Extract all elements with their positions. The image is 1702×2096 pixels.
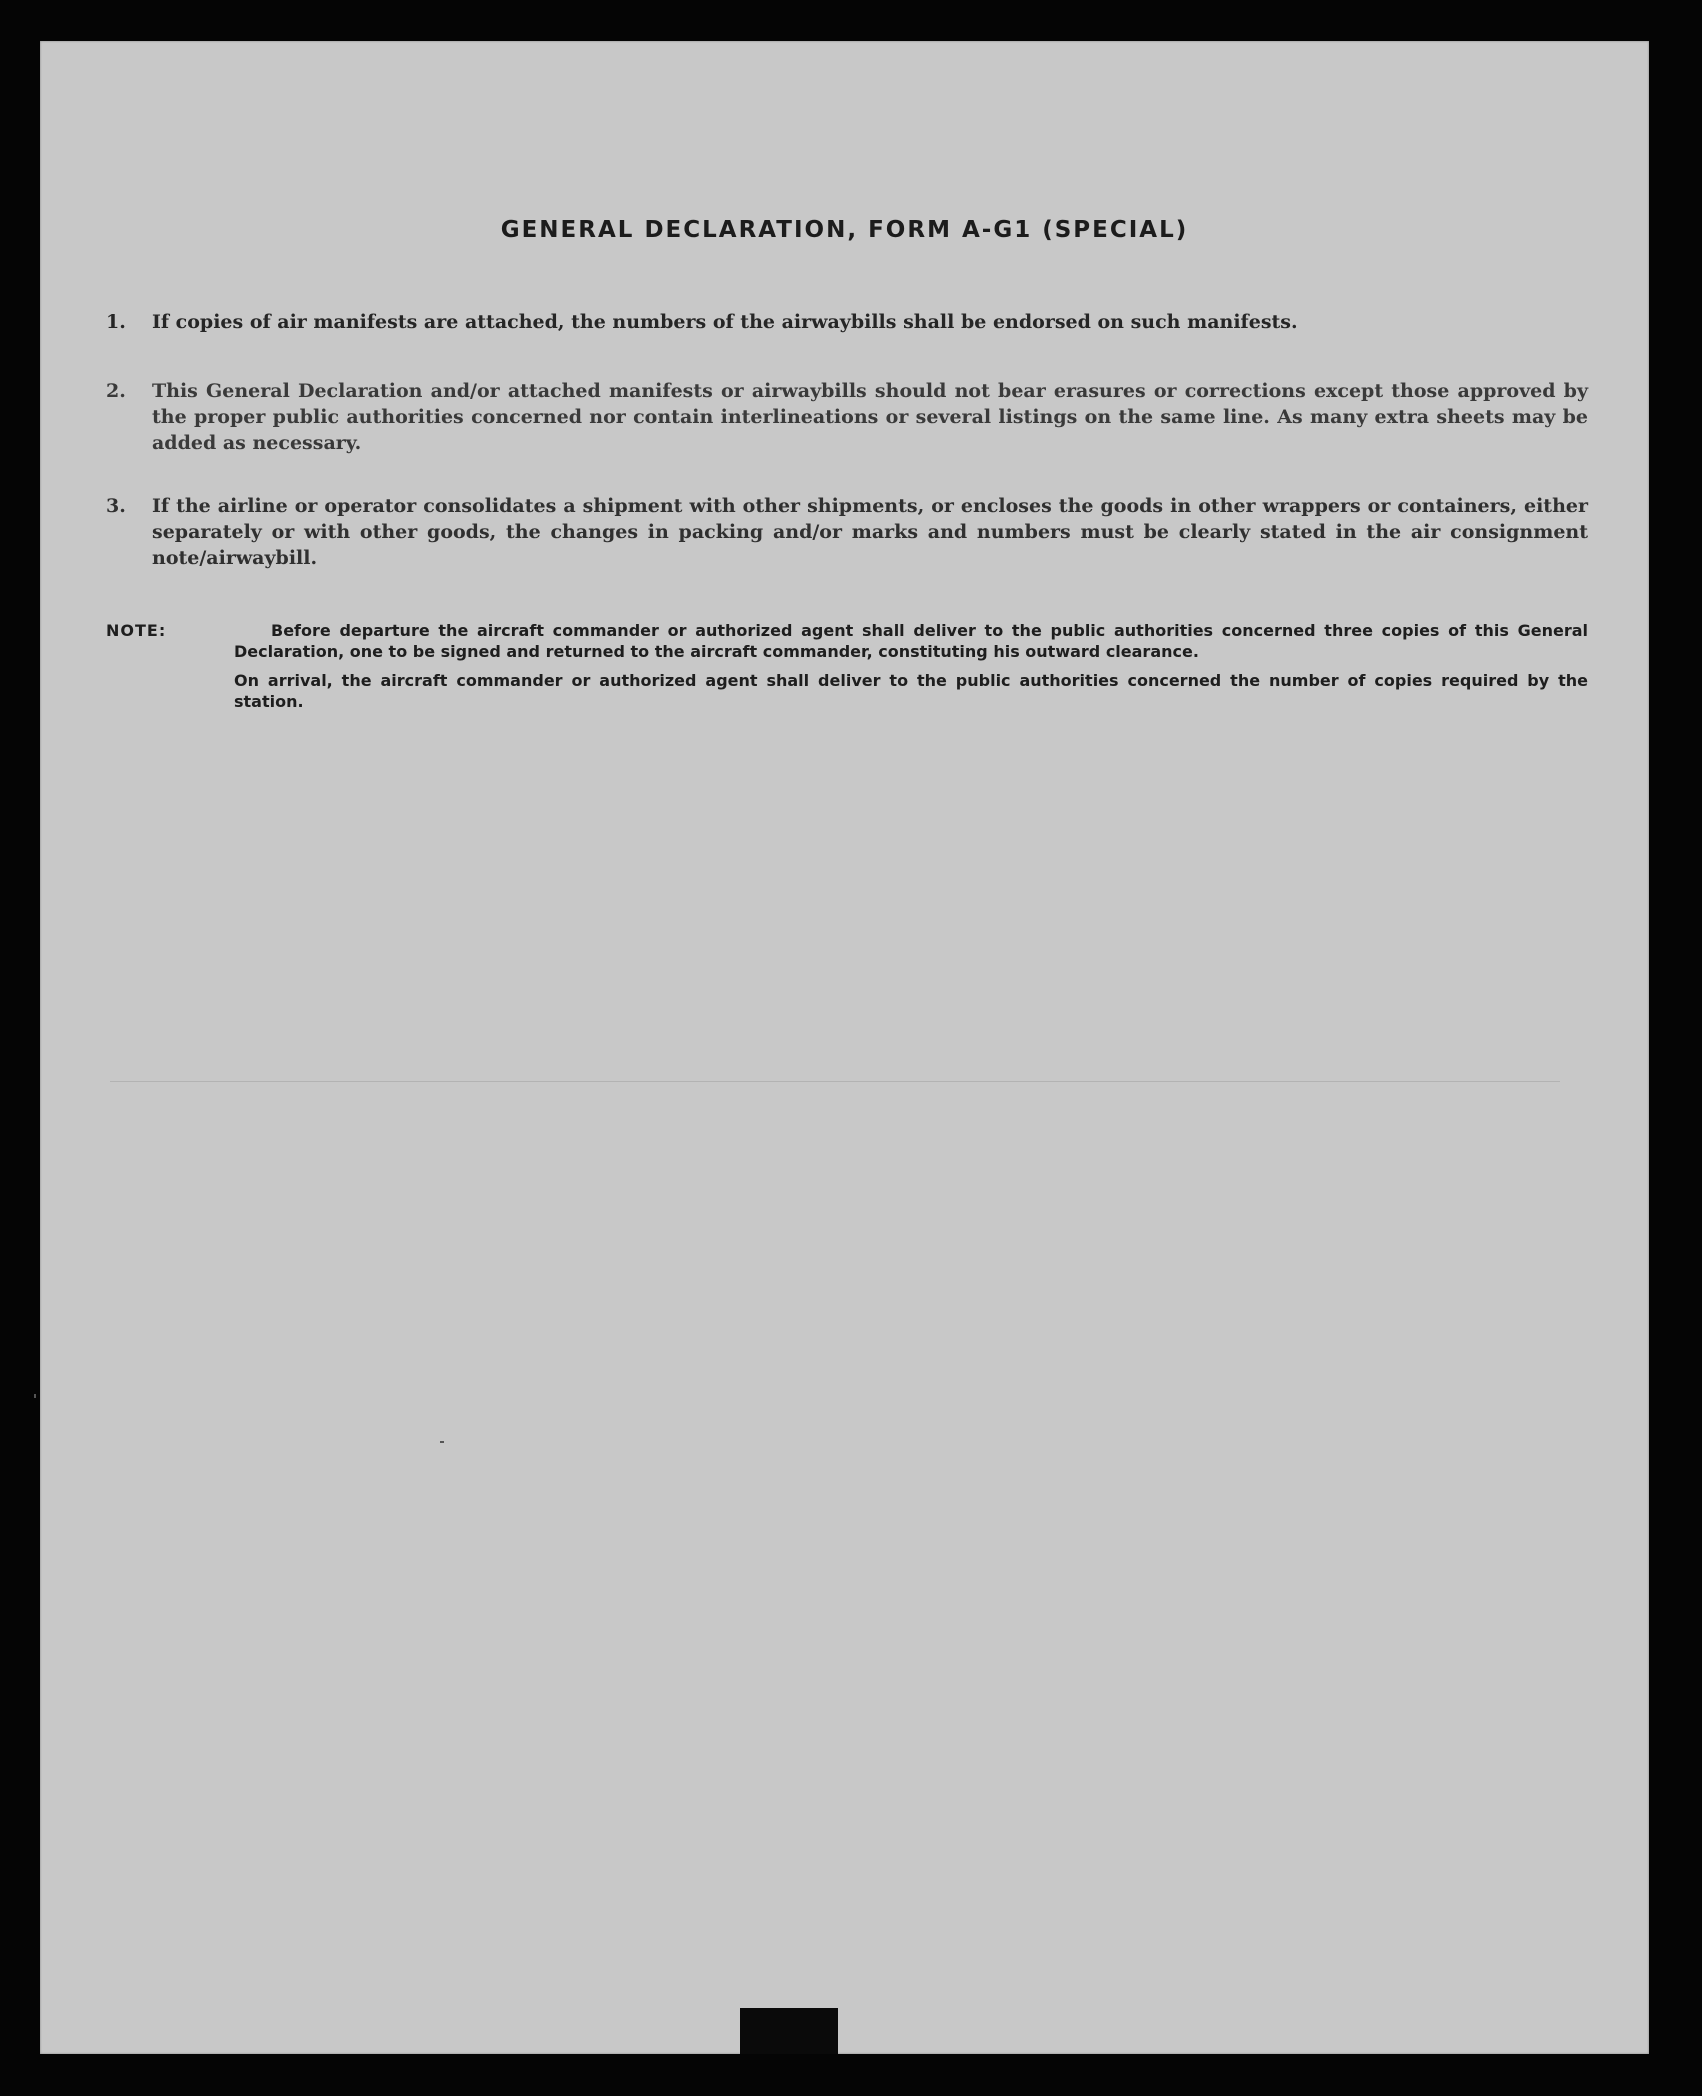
instruction-item-3 <box>106 493 1588 571</box>
instruction-item-2 <box>106 378 1588 456</box>
item-text: If the airline or operator consolidates a shipment with other shipments, or encloses the goods in other wrappers or containers, either separately or with other goods, the changes in packing and/or marks and numbers must be clearly stated in the air consignment note/airwaybill. <box>152 495 1588 569</box>
item-text: This General Declaration and/or attached manifests or airwaybills should not bear erasures or corrections except those approved by the proper public authorities concerned nor contain interlineations or several listings on the same line. As many extra sheets may be added as necessary. <box>152 380 1588 454</box>
document-page <box>40 41 1649 2054</box>
note-label: NOTE: <box>106 621 167 640</box>
item-number: 3. <box>106 495 126 517</box>
item-text: If copies of air manifests are attached, the numbers of the airwaybills shall be endorsed on such manifests. <box>152 311 1298 333</box>
note-paragraph-departure: Before departure the aircraft commander or authorized agent shall deliver to the public authorities concerned three copies of this General Declaration, one to be signed and returned to the aircraft commander, constituting his outward clearance. <box>234 621 1588 661</box>
item-number: 2. <box>106 380 126 402</box>
note-paragraph-arrival: On arrival, the aircraft commander or authorized agent shall deliver to the public authorities concerned the number of copies required by the station. <box>234 671 1588 711</box>
note-section <box>106 620 1588 712</box>
document-title: GENERAL DECLARATION, FORM A-G1 (SPECIAL) <box>500 217 1189 243</box>
paper-fold-line <box>110 1081 1560 1082</box>
item-number: 1. <box>106 311 126 333</box>
scan-speck <box>34 1394 36 1398</box>
instruction-item-1 <box>106 309 1588 335</box>
binder-tab-mark <box>740 2008 838 2054</box>
scan-speck <box>440 1441 444 1443</box>
